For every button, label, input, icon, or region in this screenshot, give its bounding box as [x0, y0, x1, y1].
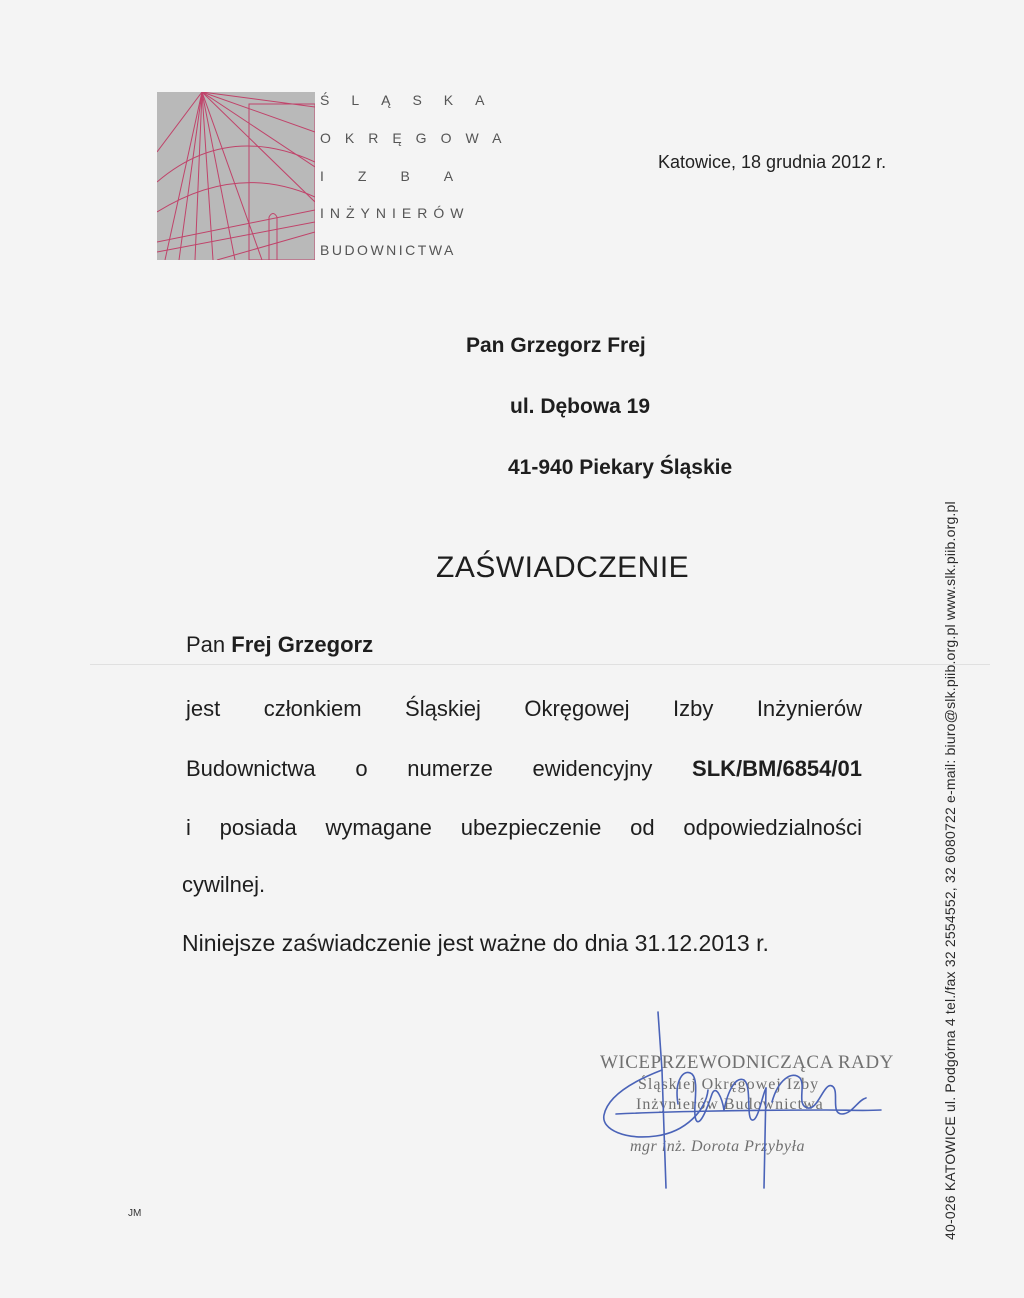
logo-line: INŻYNIERÓW — [320, 205, 470, 221]
word: członkiem — [263, 696, 362, 721]
chamber-logo — [157, 92, 516, 262]
word: i — [186, 815, 191, 840]
word: jest — [186, 696, 221, 721]
recipient-name: Pan Grzegorz Frej — [466, 334, 646, 357]
word: wymagane — [325, 815, 432, 840]
body-line-2 — [186, 756, 862, 782]
salutation-name: Frej Grzegorz — [231, 632, 374, 657]
typist-initials: JM — [128, 1208, 142, 1219]
logo-line: IZBA — [320, 168, 488, 184]
signature-icon — [596, 1010, 896, 1190]
word: Budownictwa — [186, 756, 316, 781]
word: Okręgowej — [524, 696, 630, 721]
logo-mark-icon — [157, 92, 315, 260]
document-date: Katowice, 18 grudnia 2012 r. — [658, 152, 887, 172]
word: Izby — [672, 696, 714, 721]
word: odpowiedzialności — [683, 815, 862, 840]
word: od — [630, 815, 655, 840]
logo-line: ŚLĄSKA — [320, 92, 507, 108]
validity-statement: Niniejsze zaświadczenie jest ważne do dnia 31.12.2013 r. — [182, 930, 769, 956]
stamp-title: WICEPRZEWODNICZĄCA RADY — [600, 1052, 894, 1073]
logo-line: BUDOWNICTWA — [320, 242, 456, 258]
registration-number: SLK/BM/6854/01 — [692, 756, 862, 781]
stamp-org-line: Inżynierów Budownictwa — [636, 1096, 824, 1113]
recipient-street: ul. Dębowa 19 — [510, 395, 651, 418]
document-title: ZAŚWIADCZENIE — [436, 551, 690, 584]
salutation — [186, 632, 373, 658]
salutation-prefix: Pan — [186, 632, 226, 657]
contact-sidebar: 40-026 KATOWICE ul. Podgórna 4 tel./fax 32 2554552, 32 6080722 e-mail: biuro@slk.piib.org.pl www.slk.piib.org.pl — [942, 501, 958, 1240]
stamp-org-line: Śląskiej Okręgowej Izby — [638, 1076, 820, 1093]
word: ewidencyjny — [532, 756, 653, 781]
word: numerze — [407, 756, 493, 781]
word: ubezpieczenie — [460, 815, 602, 840]
word: o — [355, 756, 368, 781]
word: Inżynierów — [756, 696, 862, 721]
stamp-signatory: mgr inż. Dorota Przybyła — [630, 1138, 805, 1155]
word: Śląskiej — [405, 696, 481, 721]
recipient-city: 41-940 Piekary Śląskie — [508, 456, 733, 479]
body-line-1 — [186, 696, 862, 722]
body-line-4: cywilnej. — [182, 872, 266, 897]
logo-line: OKRĘGOWA — [320, 130, 516, 146]
body-line-3 — [186, 815, 862, 841]
fold-line — [90, 664, 990, 665]
word: posiada — [219, 815, 297, 840]
